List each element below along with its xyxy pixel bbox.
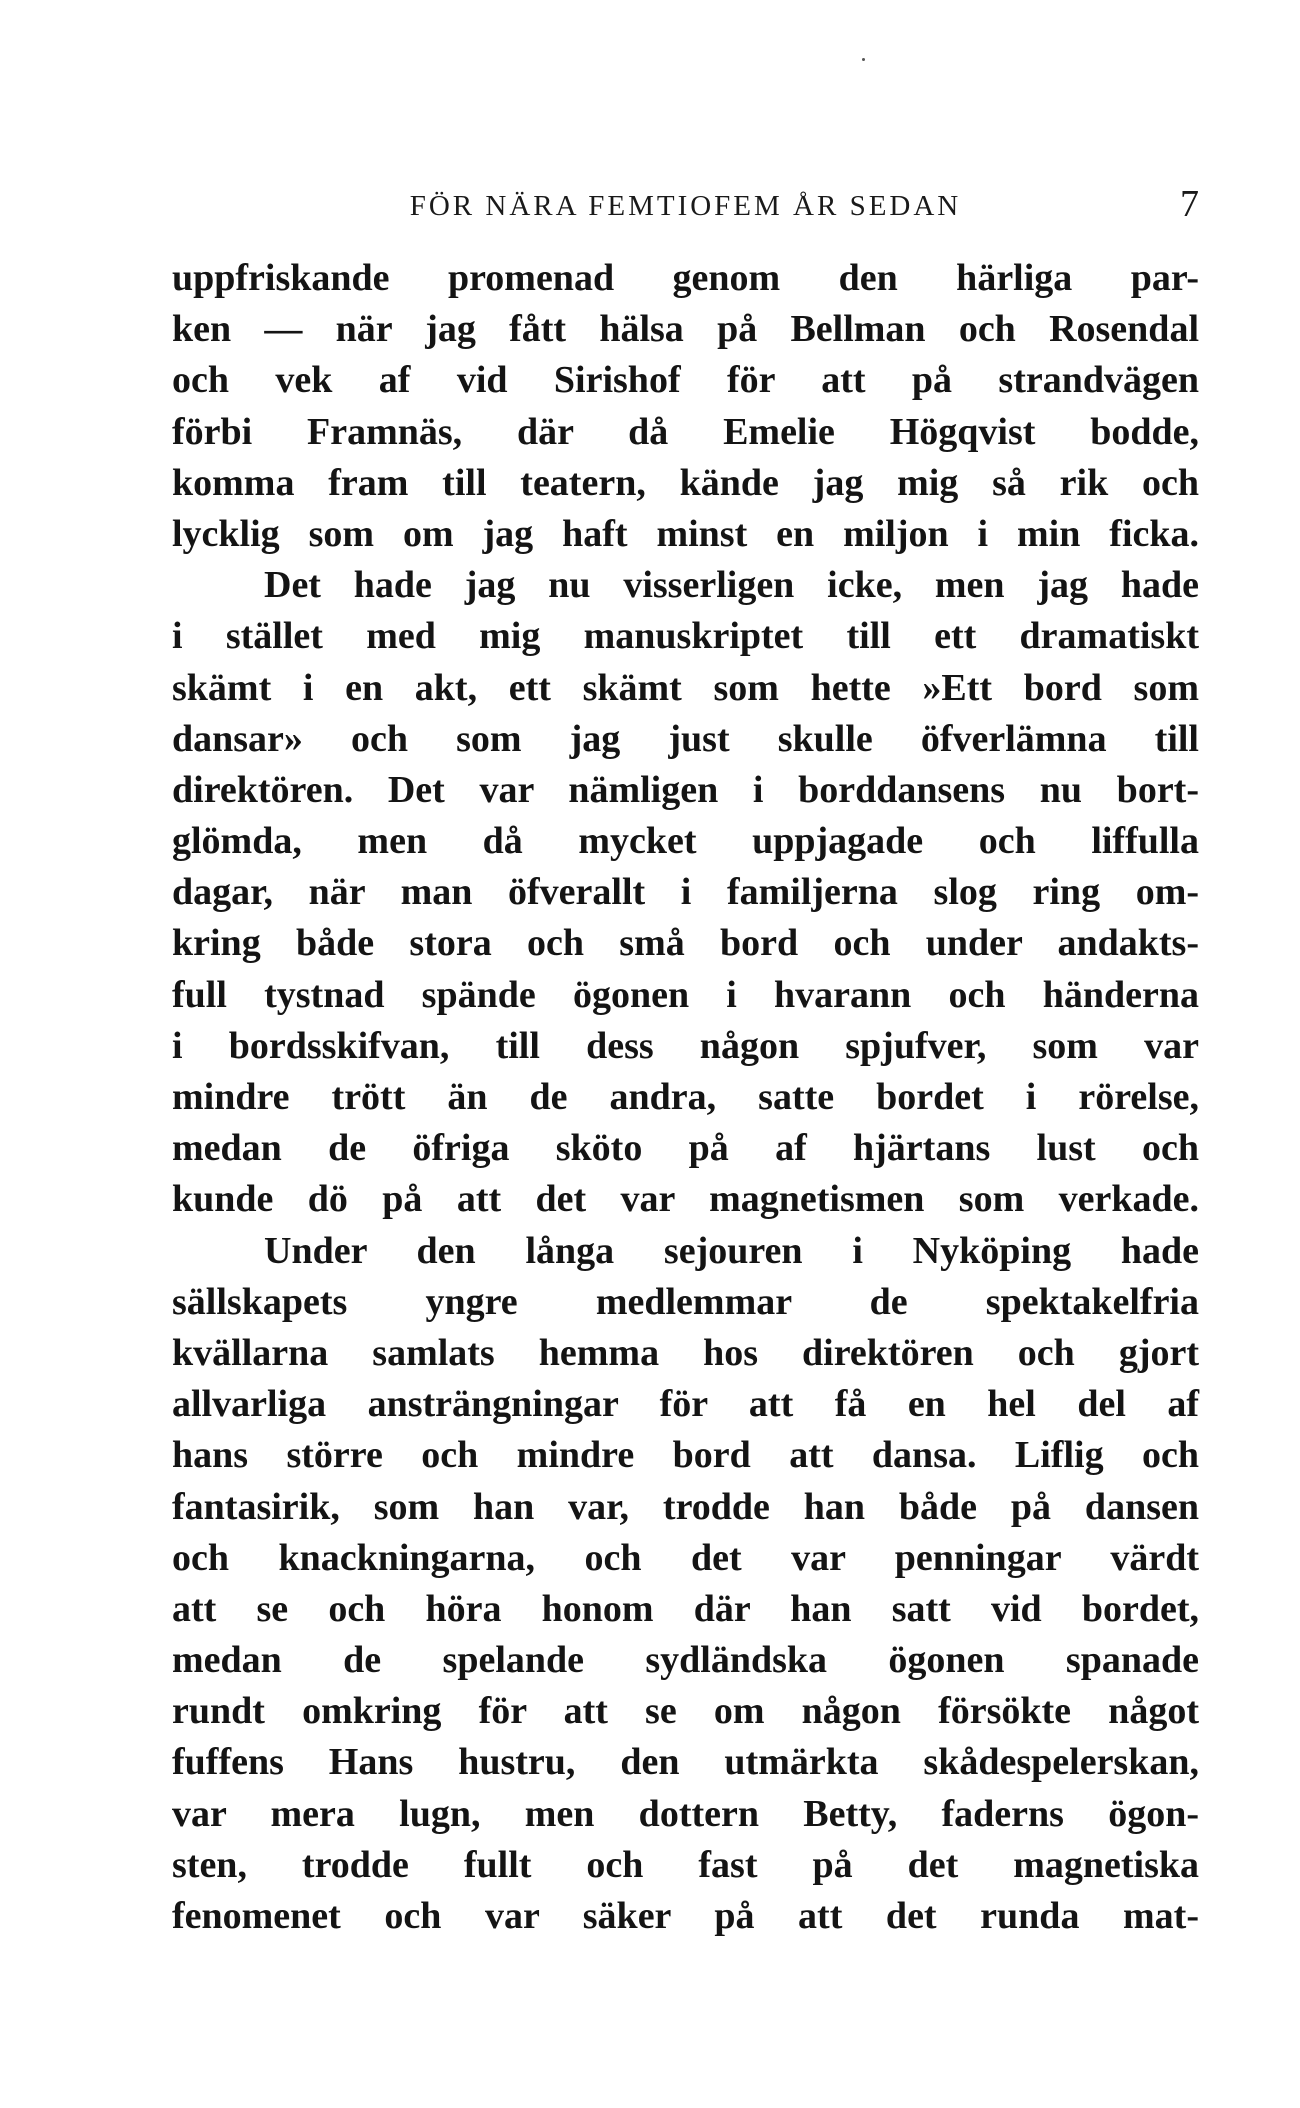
text-line: glömda, men då mycket uppjagade och liffulla	[172, 820, 1199, 863]
text-line: kunde dö på att det var magnetismen som verkade.	[172, 1178, 1199, 1221]
text-line: hans större och mindre bord att dansa. Liflig och	[172, 1434, 1199, 1477]
text-line: medan de spelande sydländska ögonen spanade	[172, 1639, 1199, 1682]
text-line: dagar, när man öfverallt i familjerna slog ring om-	[172, 871, 1199, 914]
text-line: allvarliga ansträngningar för att få en hel del af	[172, 1383, 1199, 1426]
text-line: kvällarna samlats hemma hos direktören och gjort	[172, 1331, 1199, 1374]
text-line: sten, trodde fullt och fast på det magnetiska	[172, 1843, 1199, 1886]
text-line: lycklig som om jag haft minst en miljon i min ficka.	[172, 512, 1199, 555]
text-line: var mera lugn, men dottern Betty, faderns ögon-	[172, 1792, 1199, 1835]
text-line: sällskapets yngre medlemmar de spektakelfria	[172, 1280, 1199, 1323]
print-speck	[862, 58, 865, 61]
text-line: fuffens Hans hustru, den utmärkta skådespelerskan,	[172, 1741, 1199, 1784]
text-line: direktören. Det var nämligen i borddansens nu bort-	[172, 768, 1199, 811]
page-number: 7	[1180, 183, 1199, 225]
text-line: dansar» och som jag just skulle öfverlämna till	[172, 717, 1199, 760]
text-line: fenomenet och var säker på att det runda mat-	[172, 1895, 1199, 1937]
text-line: uppfriskande promenad genom den härliga par-	[172, 257, 1199, 299]
running-title: FÖR NÄRA FEMTIOFEM ÅR SEDAN	[409, 190, 962, 222]
text-line: i bordsskifvan, till dess någon spjufver, som var	[172, 1024, 1199, 1067]
text-line: medan de öfriga sköto på af hjärtans lust och	[172, 1127, 1199, 1170]
body-text	[172, 253, 1199, 1942]
text-line: och vek af vid Sirishof för att på strandvägen	[172, 359, 1199, 402]
text-line: full tystnad spände ögonen i hvarann och händerna	[172, 973, 1199, 1016]
text-line: kring både stora och små bord och under andakts-	[172, 922, 1199, 965]
text-line: komma fram till teatern, kände jag mig så rik och	[172, 461, 1199, 504]
page-header	[172, 183, 1199, 226]
text-line: skämt i en akt, ett skämt som hette »Ett bord som	[172, 666, 1199, 709]
paragraph-start-line: Det hade jag nu visserligen icke, men jag hade	[264, 564, 1199, 607]
paragraph-start-line: Under den långa sejouren i Nyköping hade	[264, 1229, 1199, 1272]
text-line: mindre trött än de andra, satte bordet i rörelse,	[172, 1076, 1199, 1118]
text-line: ken — när jag fått hälsa på Bellman och Rosendal	[172, 308, 1199, 351]
text-line: förbi Framnäs, där då Emelie Högqvist bodde,	[172, 410, 1199, 453]
text-line: i stället med mig manuskriptet till ett dramatiskt	[172, 615, 1199, 658]
text-line: fantasirik, som han var, trodde han både på dansen	[172, 1485, 1199, 1528]
text-line: rundt omkring för att se om någon försökte något	[172, 1690, 1199, 1733]
text-line: att se och höra honom där han satt vid bordet,	[172, 1587, 1199, 1630]
text-line: och knackningarna, och det var penningar värdt	[172, 1536, 1199, 1579]
